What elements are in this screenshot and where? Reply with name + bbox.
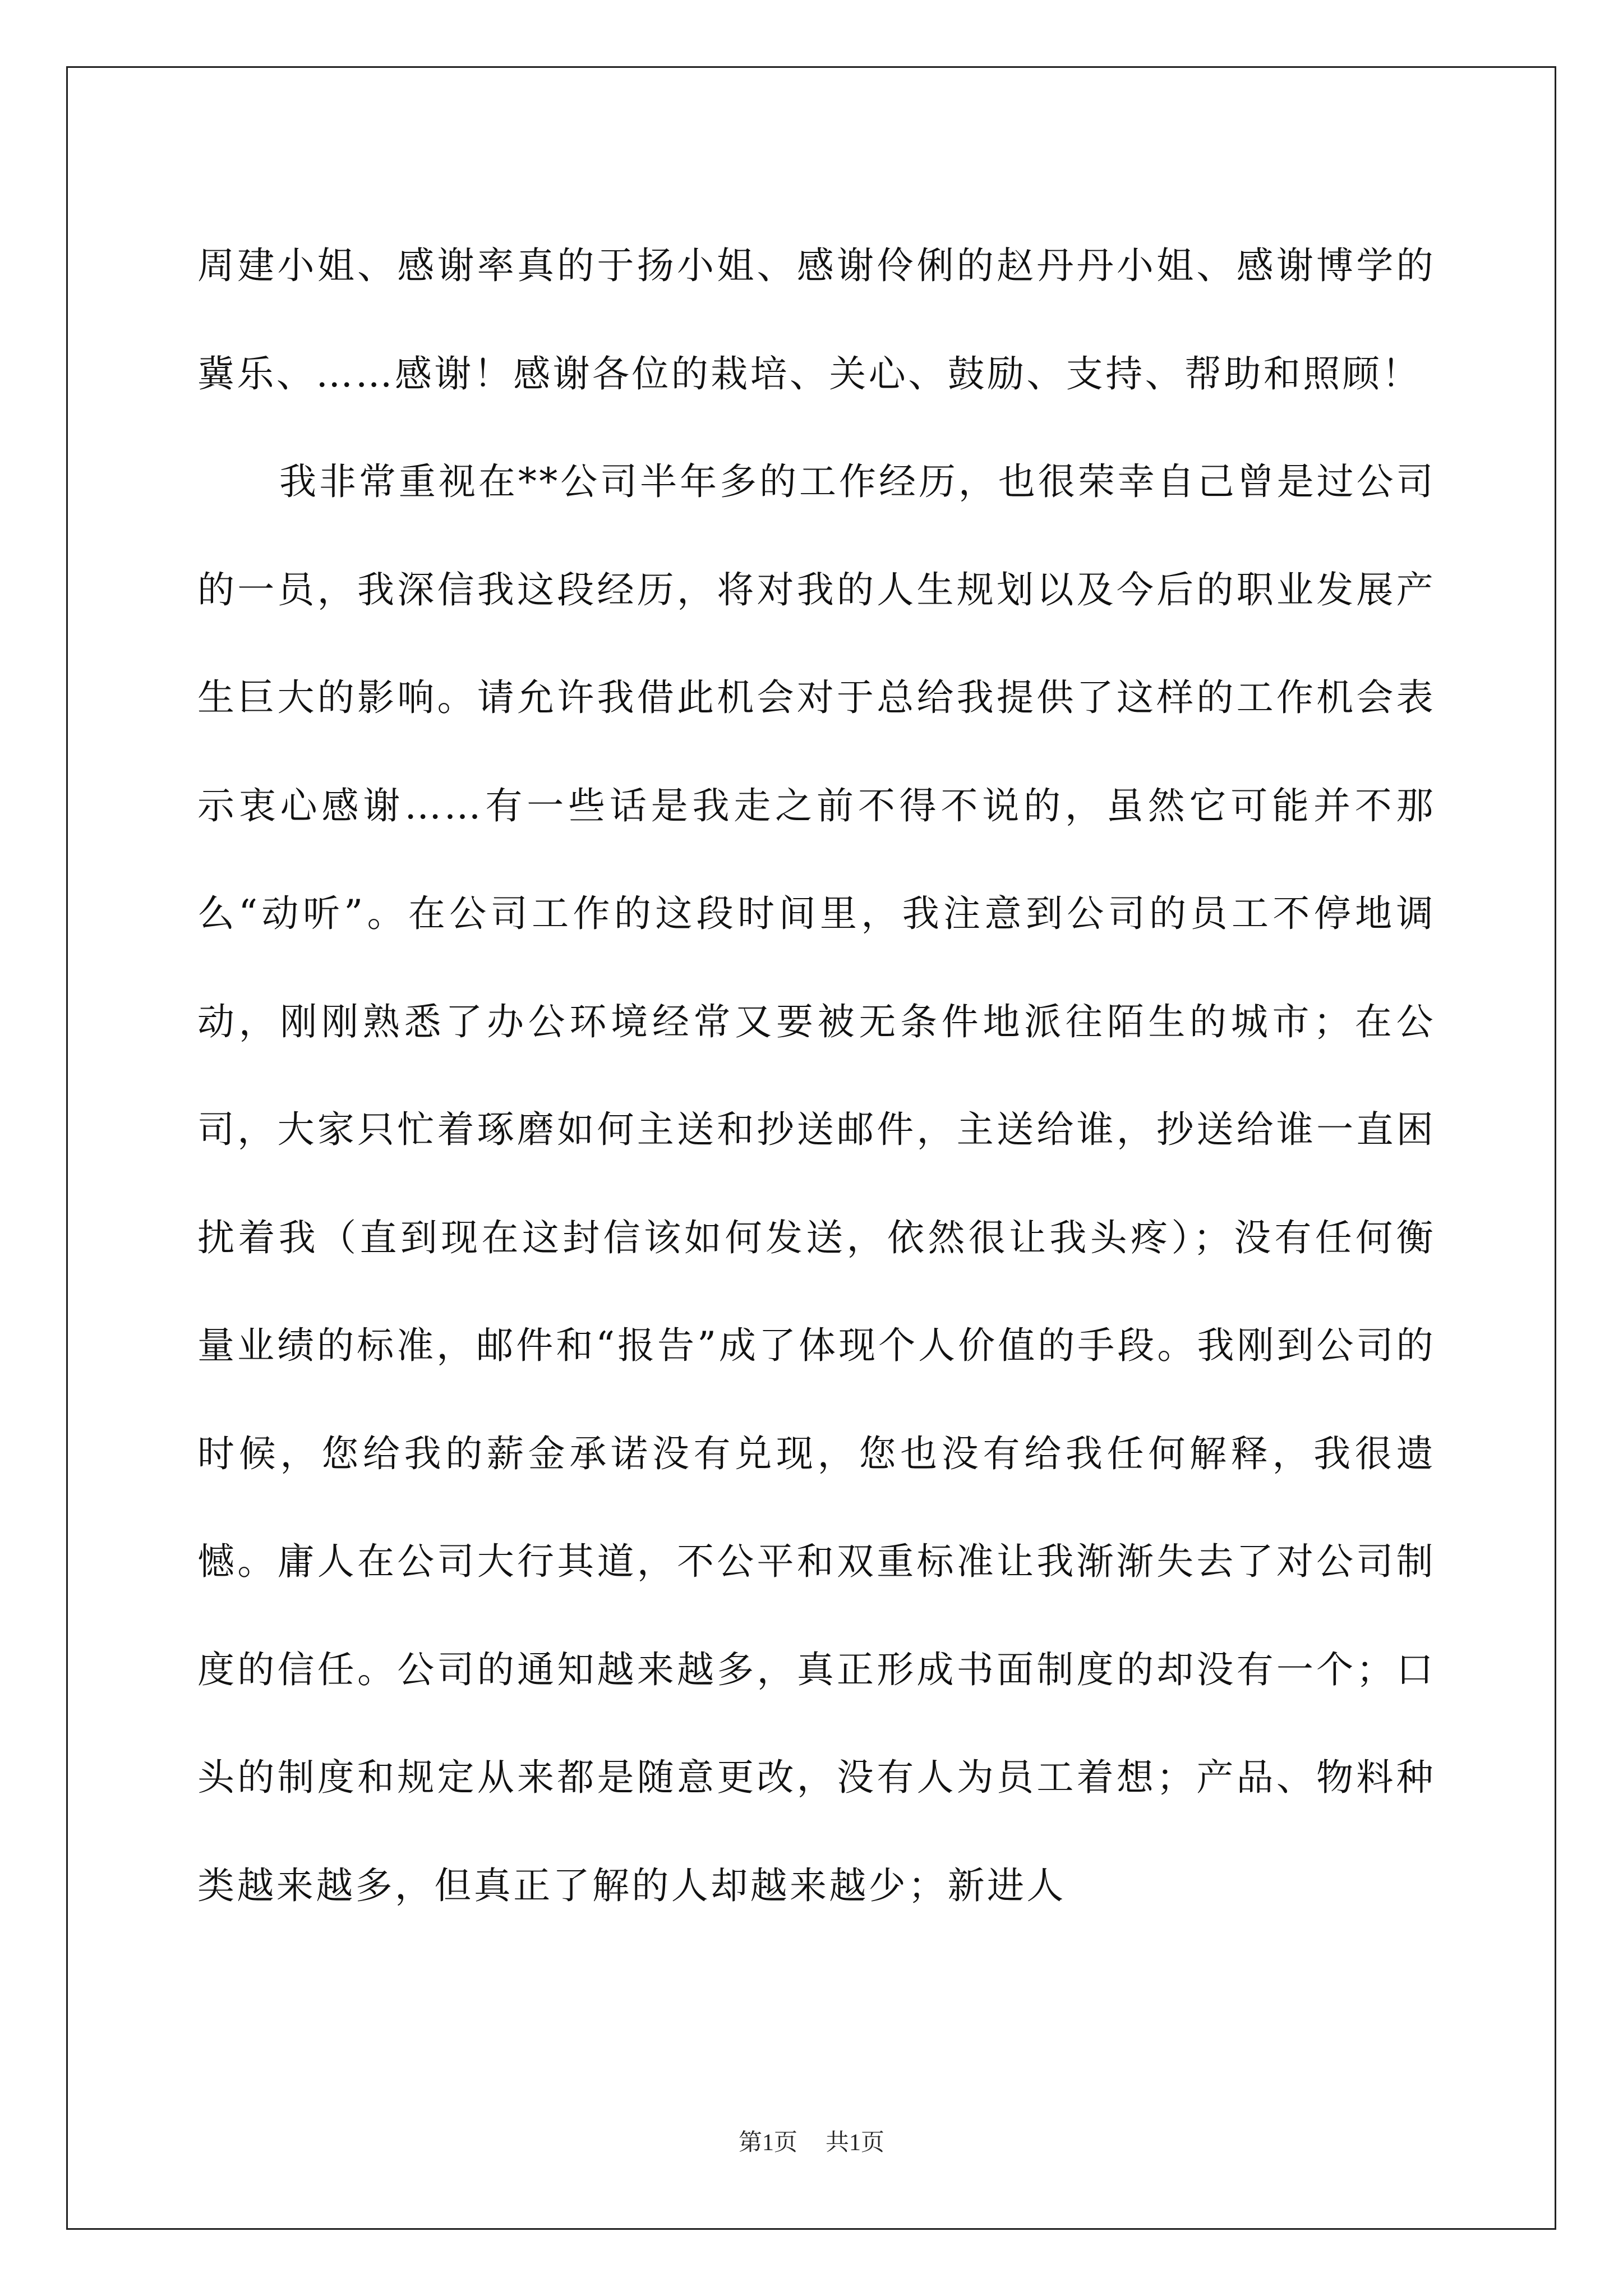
document-body bbox=[197, 212, 1436, 1940]
page-number: 第1页 bbox=[738, 2130, 797, 2156]
page-footer bbox=[0, 2126, 1623, 2160]
page-total: 共1页 bbox=[826, 2130, 885, 2156]
paragraph-2: 我非常重视在**公司半年多的工作经历，也很荣幸自己曾是过公司的一员，我深信我这段经历，将对我的人生规划以及今后的职业发展产生巨大的影响。请允许我借此机会对于总给我提供了这样的工作机会表示衷心感谢……有一些话是我走之前不得不说的，虽然它可能并不那么“动听”。在公司工作的这段时间里，我注意到公司的员工不停地调动，刚刚熟悉了办公环境经常又要被无条件地派往陌生的城市；在公司，大家只忙着琢磨如何主送和抄送邮件，主送给谁，抄送给谁一直困扰着我（直到现在这封信该如何发送，依然很让我头疼）；没有任何衡量业绩的标准，邮件和“报告”成了体现个人价值的手段。我刚到公司的时候，您给我的薪金承诺没有兑现，您也没有给我任何解释，我很遗憾。庸人在公司大行其道，不公平和双重标准让我渐渐失去了对公司制度的信任。公司的通知越来越多，真正形成书面制度的却没有一个；口头的制度和规定从来都是随意更改，没有人为员工着想；产品、物料种类越来越多，但真正了解的人却越来越少；新进人 bbox=[197, 460, 1436, 1907]
paragraph-1: 周建小姐、感谢率真的于扬小姐、感谢伶俐的赵丹丹小姐、感谢博学的冀乐、……感谢！感谢各位的栽培、关心、鼓励、支持、帮助和照顾！ bbox=[197, 244, 1436, 395]
